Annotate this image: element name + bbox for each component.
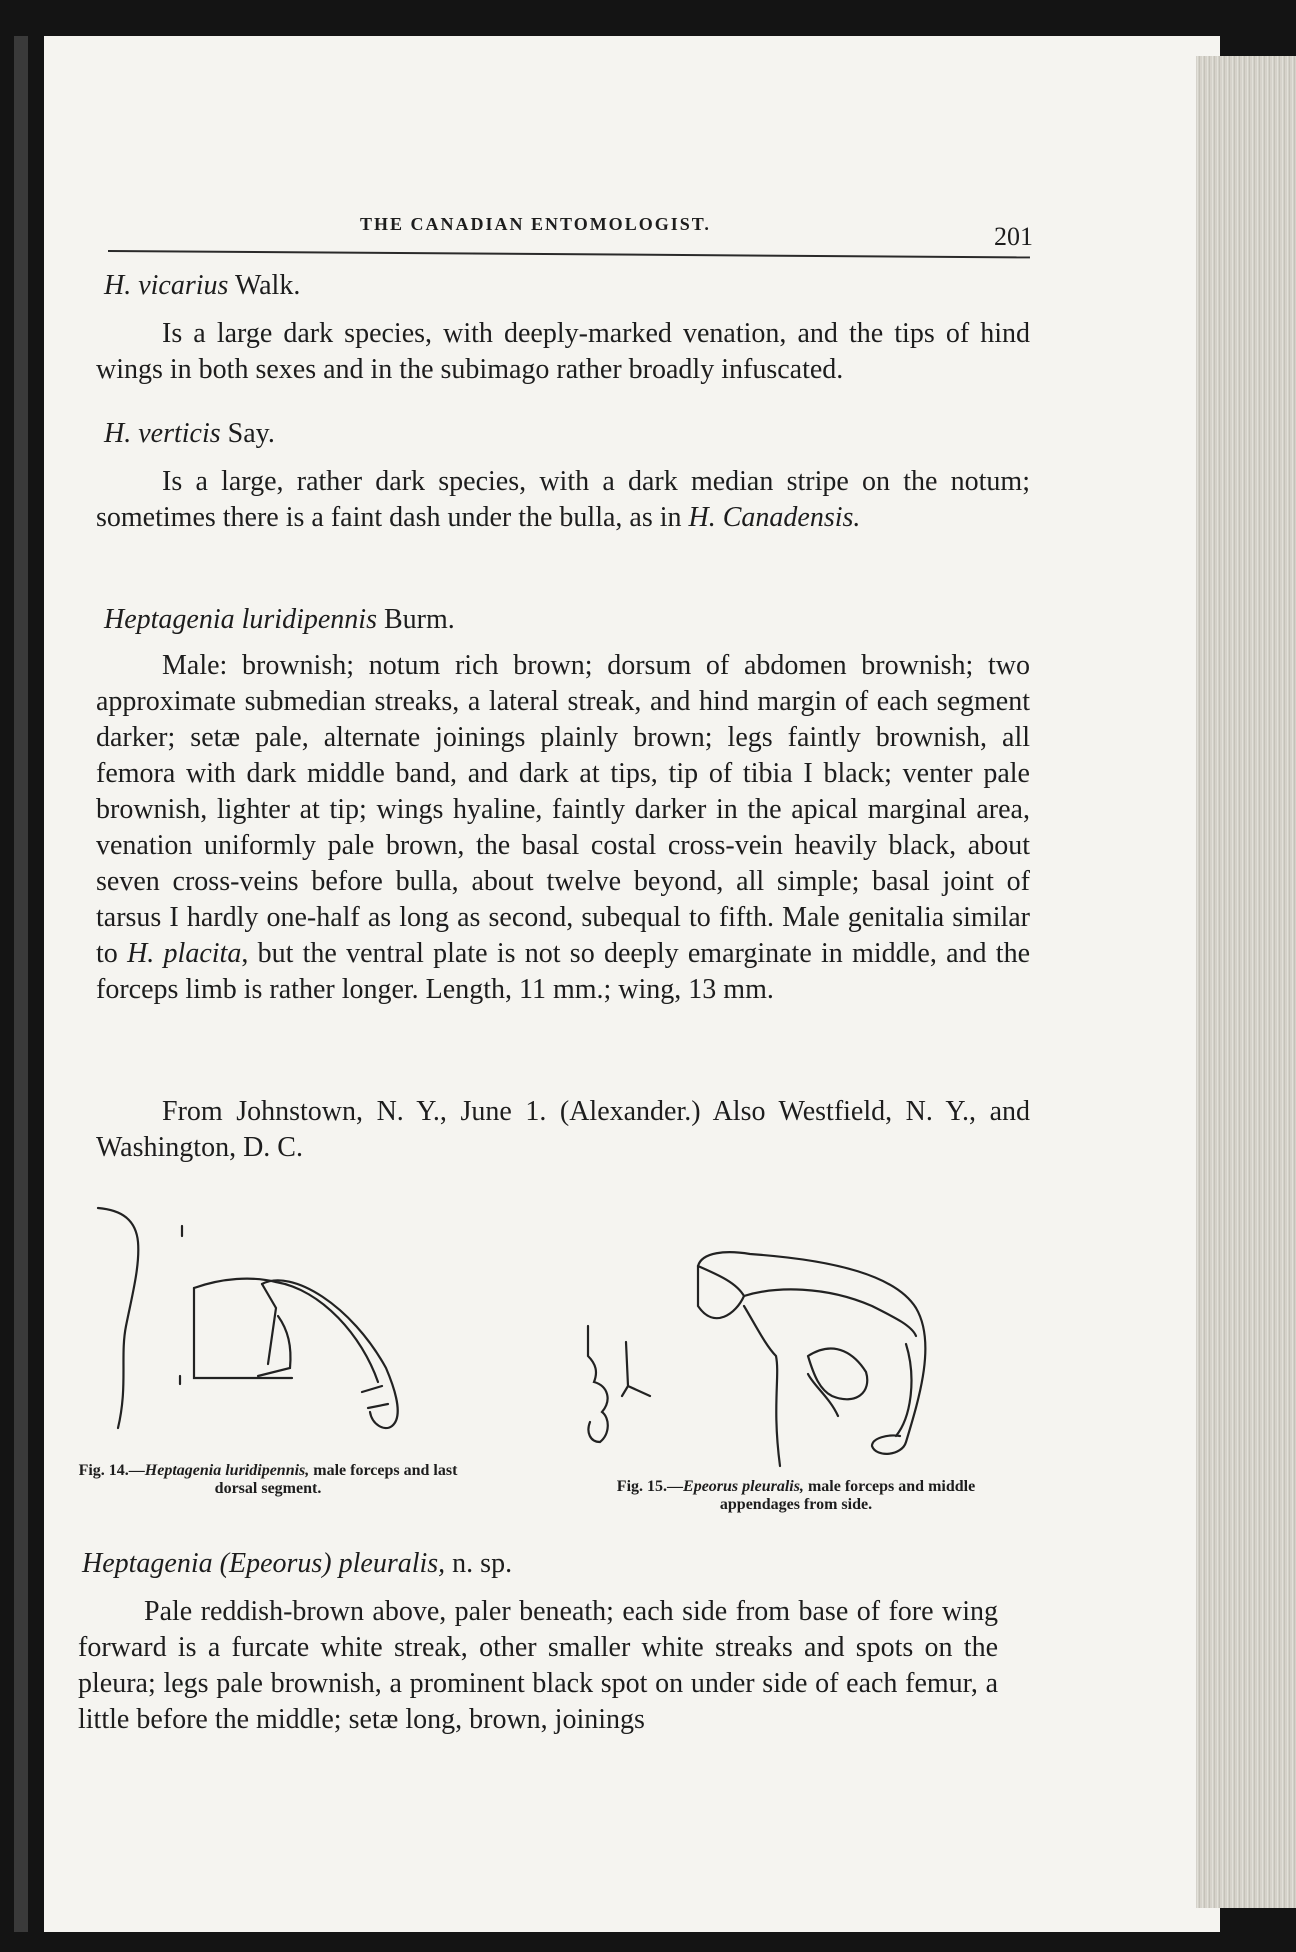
book-spine-shadow — [14, 36, 28, 1932]
locality-luridipennis: From Johnstown, N. Y., June 1. (Alexander.) Also Westfield, N. Y., and Washington, D. C. — [96, 1096, 1030, 1163]
species-name: H. verticis — [104, 418, 221, 449]
description-text: Is a large, rather dark species, with a dark median stripe on the notum; sometimes there is a faint dash under the bulla, as in — [96, 466, 1030, 533]
figure-15-drawing — [576, 1246, 1016, 1476]
running-header: THE CANADIAN ENTOMOLOGIST. — [360, 214, 711, 234]
description-text: , but the ventral plate is not so deeply emarginate in middle, and the forceps limb is rather longer. Length, 11 mm.; wing, 13 mm. — [96, 938, 1031, 1005]
description-text: Male: brownish; notum rich brown; dorsum of abdomen brownish; two approximate submedian streaks, a lateral streak, and hind margin of each segment darker; setæ pale, alternate joinings plainly brown; legs faintly brownish, all femora with dark middle band, and dark at tips, tip of tibia I black; venter pale brownish, lighter at tip; wings hyaline, faintly darker in the apical marginal area, venation uniformly pale brown, the basal costal cross-vein heavily black, about seven cross-veins before bulla, about twelve beyond, all simple; basal joint of tarsus I hardly one-half as long as second, subequal to fifth. Male genitalia similar to — [96, 650, 1030, 969]
species-author: n. sp. — [452, 1548, 513, 1579]
species-description-verticis — [96, 464, 1030, 536]
species-author: Walk. — [234, 270, 301, 301]
figure-15-caption — [576, 1478, 1016, 1514]
species-heading-pleuralis — [82, 1546, 512, 1582]
species-name: Heptagenia luridipennis — [104, 604, 377, 635]
figure-text: male forceps and last dorsal segment. — [214, 1462, 458, 1497]
figure-species: Epeorus pleuralis, — [683, 1478, 804, 1495]
figure-species: Heptagenia luridipennis, — [144, 1462, 310, 1479]
species-name: Heptagenia (Epeorus) pleuralis, — [82, 1548, 446, 1579]
figure-14-caption — [78, 1462, 458, 1498]
species-description-pleuralis: Pale reddish-brown above, paler beneath; each side from base of fore wing forward is a furcate white streak, other smaller white streaks and spots on the pleura; legs pale brownish, a prominent black spot on under side of each femur, a little before the middle; setæ long, brown, joinings — [78, 1596, 998, 1735]
figure-label: Fig. 15.— — [616, 1478, 684, 1495]
species-author: Burm. — [383, 604, 455, 635]
species-reference: H. Canadensis. — [688, 502, 861, 533]
species-description-luridipennis — [96, 648, 1030, 1008]
page-edge-stack — [1196, 56, 1296, 1908]
species-heading-vicarius — [104, 268, 300, 304]
species-heading-verticis — [104, 416, 275, 452]
figure-14-drawing — [92, 1196, 462, 1446]
figure-label: Fig. 14.— — [78, 1462, 145, 1479]
species-heading-luridipennis — [104, 602, 455, 638]
species-description-vicarius: Is a large dark species, with deeply-marked venation, and the tips of hind wings in both sexes and in the subimago rather broadly infuscated. — [96, 318, 1030, 385]
figure-text: male forceps and middle appendages from side. — [719, 1478, 976, 1513]
species-name: H. vicarius — [104, 270, 229, 301]
page-number: 201 — [994, 222, 1033, 251]
species-author: Say. — [227, 418, 275, 449]
species-reference: H. placita — [127, 938, 242, 969]
